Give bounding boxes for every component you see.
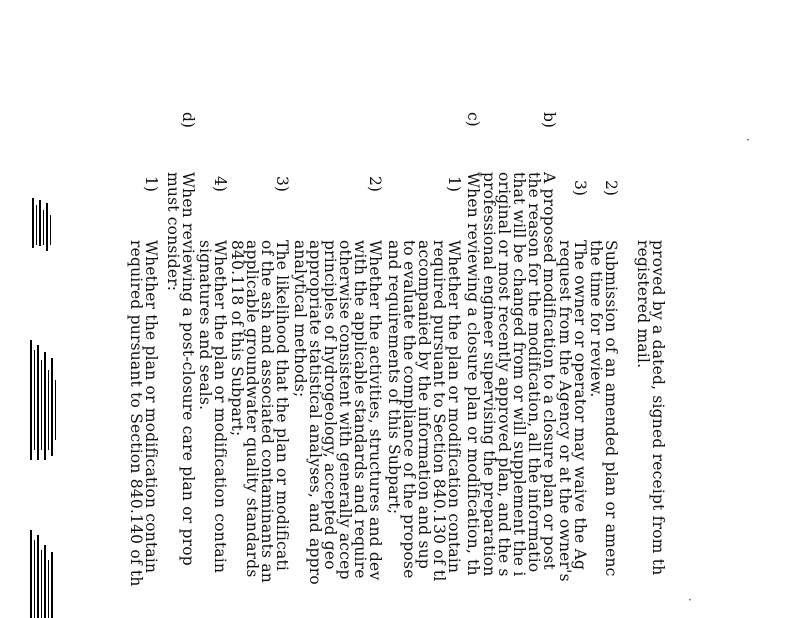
item-line: required pursuant to Section 840.130 of tl [430, 240, 448, 582]
item-line: with the applicable standards and require [351, 240, 369, 579]
item-line: applicable groundwater quality standards [243, 240, 261, 578]
item-label: 4) [211, 176, 229, 192]
scan-speck: · [688, 593, 692, 607]
item-label: 1) [142, 176, 160, 192]
section-line: the reason for the modification, all the informatio [525, 172, 543, 573]
item-line: request from the Agency or at the owner's [556, 240, 574, 582]
item-line: and requirements of this Subpart; [385, 240, 403, 515]
section-line: A proposed modification to a closure plan or post [540, 172, 558, 570]
paragraph-line: proved by a dated, signed receipt from th [649, 240, 667, 576]
section-line: that will be changed from or will supplement the i [510, 172, 528, 577]
item-line: principles of hydrogeology, accepted geo [321, 240, 339, 570]
section-label: c) [464, 112, 482, 127]
item-label: 2) [366, 176, 384, 192]
section-intro: When reviewing a post-closure care plan or prop [179, 172, 197, 566]
section-intro: When reviewing a closure plan or modification, th [464, 172, 482, 576]
section-intro: must consider: [164, 172, 182, 292]
item-line: required pursuant to Section 840.140 of th [127, 240, 145, 587]
section-line: professional engineer supervising the preparation [480, 172, 498, 577]
item-line: appropriate statistical analyses, and appro [306, 240, 324, 585]
scan-speck: · [746, 133, 750, 147]
item-line: Whether the plan or modification contain [211, 240, 229, 574]
item-label: 1) [445, 176, 463, 192]
item-line: Whether the plan or modification contain [445, 240, 463, 574]
item-line: Submission of an amended plan or amenc [602, 240, 620, 577]
section-label: b) [540, 112, 558, 128]
item-line: the time for review. [587, 240, 605, 398]
item-line: accompanied by the information and sup [415, 240, 433, 569]
item-line: otherwise consistent with generally accep [336, 240, 354, 580]
item-line: analytical methods; [291, 240, 309, 398]
item-line: Whether the plan or modification contain [142, 240, 160, 574]
paragraph-line: registered mail. [634, 240, 652, 369]
item-line: Whether the activities, structures and dev [366, 240, 384, 581]
item-line: signatures and seals. [196, 240, 214, 411]
item-line: 840.118 of this Subpart; [228, 240, 246, 437]
item-line: The owner or operator may waive the Ag [571, 240, 589, 571]
item-label: 2) [602, 180, 620, 196]
item-line: The likelihood that the plan or modificati [273, 240, 291, 572]
item-label: 3) [571, 180, 589, 196]
item-label: 3) [273, 176, 291, 192]
section-label: d) [179, 112, 197, 128]
item-line: to evaluate the compliance of the propose [400, 240, 418, 579]
section-line: original or most recently approved plan, and the s [495, 172, 513, 577]
item-line: of the ash and associated contaminants an [258, 240, 276, 583]
